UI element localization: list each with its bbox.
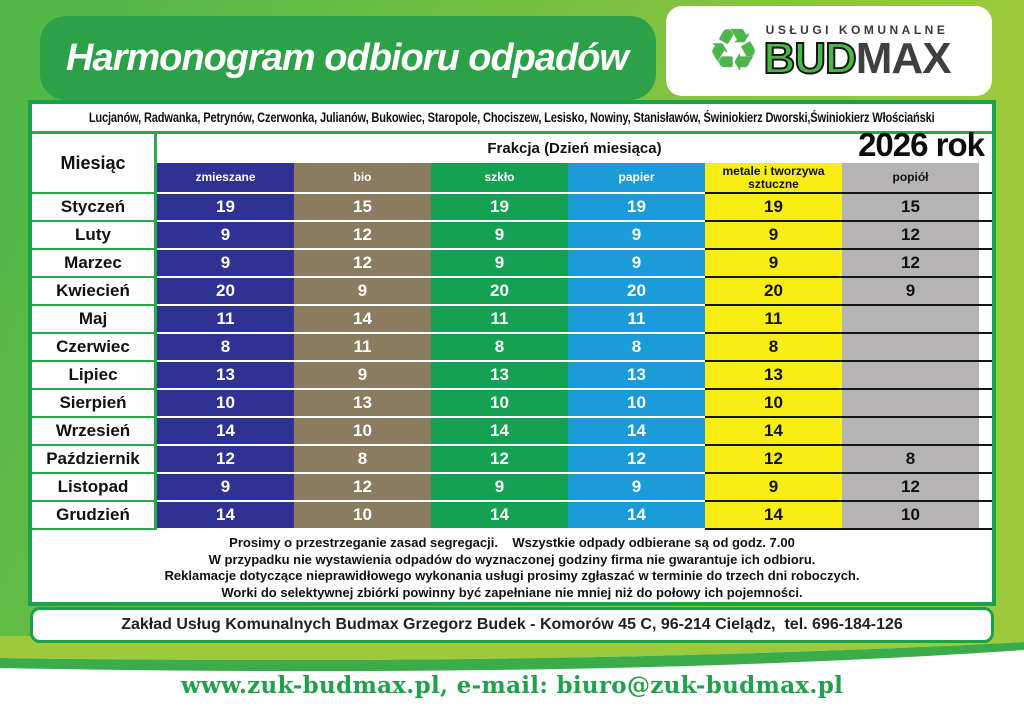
value-cell: 9 (431, 474, 568, 502)
value-cell: 14 (157, 418, 294, 446)
value-cell: 12 (842, 474, 979, 502)
value-cell: 20 (157, 278, 294, 306)
page-title-banner (40, 16, 656, 100)
value-cell: 8 (431, 334, 568, 362)
value-cell: 10 (568, 390, 705, 418)
year-label: 2026 rok (858, 126, 984, 163)
budmax-logo (666, 6, 992, 96)
month-cell: Marzec (32, 250, 157, 278)
value-cell: 14 (705, 502, 842, 530)
month-cell: Październik (32, 446, 157, 474)
logo-brand-max: MAX (855, 33, 951, 83)
row-spacer (979, 250, 992, 278)
value-cell: 14 (431, 502, 568, 530)
header-spacer (979, 163, 992, 194)
value-cell: 8 (157, 334, 294, 362)
logo-brand-bud: BUD (763, 33, 856, 83)
value-cell: 9 (705, 250, 842, 278)
company-address: Zakład Usług Komunalnych Budmax Grzegorz Budek - Komorów 45 C, 96-214 Cielądz, tel. 696-184-126 (121, 616, 903, 633)
value-cell: 9 (842, 278, 979, 306)
value-cell: 12 (431, 446, 568, 474)
row-spacer (979, 278, 992, 306)
schedule-card (28, 100, 996, 606)
value-cell: 14 (431, 418, 568, 446)
note-line: W przypadku nie wystawienia odpadów do wyznaczonej godziny firma nie gwarantuje ich odbioru. (208, 551, 816, 567)
value-cell: 19 (157, 194, 294, 222)
value-cell: 9 (568, 222, 705, 250)
value-cell: 12 (294, 222, 431, 250)
month-cell: Wrzesień (32, 418, 157, 446)
value-cell: 20 (431, 278, 568, 306)
month-cell: Lipiec (32, 362, 157, 390)
value-cell: 8 (568, 334, 705, 362)
schedule-table (32, 134, 992, 530)
value-cell: 12 (294, 474, 431, 502)
month-cell: Czerwiec (32, 334, 157, 362)
value-cell: 20 (705, 278, 842, 306)
value-cell: 13 (431, 362, 568, 390)
value-cell: 12 (842, 222, 979, 250)
value-cell: 14 (568, 418, 705, 446)
value-cell: 19 (431, 194, 568, 222)
row-spacer (979, 222, 992, 250)
value-cell: 8 (842, 446, 979, 474)
logo-text (763, 22, 951, 83)
value-cell: 9 (294, 278, 431, 306)
value-cell: 14 (294, 306, 431, 334)
table-body (32, 194, 992, 530)
value-cell: 12 (294, 250, 431, 278)
row-spacer (979, 362, 992, 390)
value-cell: 11 (294, 334, 431, 362)
value-cell: 20 (568, 278, 705, 306)
website-email-line: www.zuk-budmax.pl, e-mail: biuro@zuk-budmax.pl (180, 672, 844, 699)
localities-text: Lucjanów, Radwanka, Petrynów, Czerwonka, Julianów, Bukowiec, Staropole, Chociszew, Lesisko, Nowiny, Stanisławów, Świniokierz Dworski,Świniokierz Włościański (89, 110, 935, 125)
row-spacer (979, 446, 992, 474)
value-cell: 10 (157, 390, 294, 418)
value-cell: 10 (705, 390, 842, 418)
column-header-4: papier (568, 163, 705, 194)
table-row (32, 278, 992, 306)
month-cell: Sierpień (32, 390, 157, 418)
value-cell: 9 (431, 222, 568, 250)
table-row (32, 474, 992, 502)
month-cell: Maj (32, 306, 157, 334)
month-cell: Luty (32, 222, 157, 250)
logo-brand (763, 33, 951, 83)
value-cell: 12 (157, 446, 294, 474)
value-cell: 14 (705, 418, 842, 446)
row-spacer (979, 474, 992, 502)
month-column-header: Miesiąc (32, 134, 157, 194)
column-header-1: zmieszane (157, 163, 294, 194)
value-cell: 11 (431, 306, 568, 334)
column-header-3: szkło (431, 163, 568, 194)
value-cell: 11 (157, 306, 294, 334)
value-cell: 12 (842, 250, 979, 278)
value-cell: 13 (568, 362, 705, 390)
company-address-bar (30, 607, 994, 643)
note-line: Reklamacje dotyczące nieprawidłowego wykonania usługi prosimy zgłaszać w terminie do trzech dni roboczych. (164, 568, 860, 583)
table-row (32, 334, 992, 362)
value-cell (842, 390, 979, 418)
value-cell: 9 (157, 222, 294, 250)
row-spacer (979, 306, 992, 334)
notes-block (32, 530, 992, 601)
value-cell: 10 (294, 502, 431, 530)
table-row (32, 390, 992, 418)
fraction-header: Frakcja (Dzień miesiąca) (487, 140, 662, 157)
note-line: Prosimy o przestrzeganie zasad segregacji. Wszystkie odpady odbierane są od godz. 7.00 (229, 535, 795, 550)
column-header-2: bio (294, 163, 431, 194)
value-cell: 9 (157, 474, 294, 502)
month-cell: Styczeń (32, 194, 157, 222)
value-cell: 19 (568, 194, 705, 222)
value-cell (842, 418, 979, 446)
column-header-5: metale i tworzywa sztuczne (705, 163, 842, 194)
value-cell: 9 (705, 222, 842, 250)
table-header (32, 134, 992, 194)
logo-tagline: USŁUGI KOMUNALNE (765, 22, 949, 37)
value-cell: 9 (568, 250, 705, 278)
value-cell: 9 (157, 250, 294, 278)
value-cell (842, 306, 979, 334)
month-cell: Kwiecień (32, 278, 157, 306)
localities-row (32, 104, 992, 134)
recycle-icon: ♻ (707, 18, 760, 83)
table-row (32, 502, 992, 530)
value-cell: 11 (705, 306, 842, 334)
row-spacer (979, 194, 992, 222)
value-cell: 10 (431, 390, 568, 418)
row-spacer (979, 502, 992, 530)
row-spacer (979, 334, 992, 362)
value-cell: 9 (294, 362, 431, 390)
value-cell: 10 (842, 502, 979, 530)
column-header-6: popiół (842, 163, 979, 194)
column-headers (157, 163, 992, 194)
value-cell (842, 362, 979, 390)
table-row (32, 194, 992, 222)
table-row (32, 362, 992, 390)
row-spacer (979, 418, 992, 446)
value-cell: 9 (431, 250, 568, 278)
table-row (32, 306, 992, 334)
value-cell: 12 (568, 446, 705, 474)
month-cell: Grudzień (32, 502, 157, 530)
table-row (32, 250, 992, 278)
page-title: Harmonogram odbioru odpadów (66, 36, 628, 79)
value-cell: 13 (157, 362, 294, 390)
value-cell: 8 (705, 334, 842, 362)
value-cell (842, 334, 979, 362)
value-cell: 13 (294, 390, 431, 418)
value-cell: 10 (294, 418, 431, 446)
note-line: Worki do selektywnej zbiórki powinny być zapełniane nie mniej niż do połowy ich pojemności. (221, 584, 803, 600)
table-row (32, 418, 992, 446)
value-cell: 15 (842, 194, 979, 222)
value-cell: 13 (705, 362, 842, 390)
value-cell: 14 (568, 502, 705, 530)
month-cell: Listopad (32, 474, 157, 502)
row-spacer (979, 390, 992, 418)
value-cell: 11 (568, 306, 705, 334)
value-cell: 19 (705, 194, 842, 222)
value-cell: 8 (294, 446, 431, 474)
value-cell: 15 (294, 194, 431, 222)
table-row (32, 446, 992, 474)
value-cell: 12 (705, 446, 842, 474)
value-cell: 9 (705, 474, 842, 502)
value-cell: 14 (157, 502, 294, 530)
table-row (32, 222, 992, 250)
value-cell: 9 (568, 474, 705, 502)
